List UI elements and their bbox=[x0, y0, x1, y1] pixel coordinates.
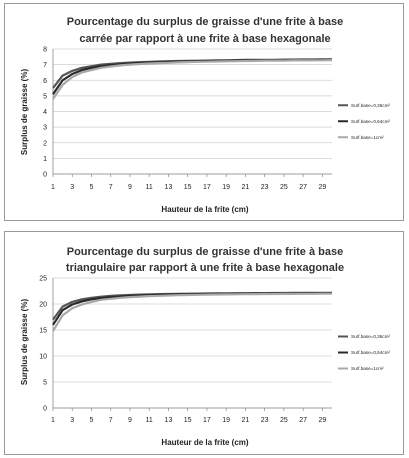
x-tick-label: 1 bbox=[51, 184, 55, 191]
x-tick-label: 27 bbox=[299, 184, 308, 191]
x-tick-label: 11 bbox=[145, 184, 153, 191]
x-tick-label: 5 bbox=[89, 417, 94, 424]
x-tick-label: 1 bbox=[51, 417, 55, 424]
series-line-1 bbox=[53, 293, 332, 320]
x-tick-label: 15 bbox=[183, 417, 192, 424]
legend-entry: Surf.base=1cm² bbox=[351, 134, 384, 140]
y-tick-label: 15 bbox=[39, 327, 47, 335]
x-tick-label: 5 bbox=[89, 184, 94, 191]
x-axis-label: Hauteur de la frite (cm) bbox=[161, 438, 249, 447]
chart-title-line-1: Pourcentage du surplus de graisse d'une frite à base bbox=[66, 246, 344, 258]
y-tick-label: 20 bbox=[39, 301, 47, 309]
x-tick-label: 3 bbox=[70, 417, 75, 424]
x-tick-label: 23 bbox=[260, 417, 269, 424]
series-line-1 bbox=[53, 59, 332, 88]
chart-title-line-1: Pourcentage du surplus de graisse d'une frite à base bbox=[66, 16, 344, 28]
x-tick-label: 25 bbox=[279, 184, 288, 191]
chart-panel-triangle bbox=[4, 231, 404, 455]
x-tick-label: 7 bbox=[108, 417, 113, 424]
chart-title-line-2: triangulaire par rapport à une frite à base hexagonale bbox=[65, 262, 345, 274]
y-tick-label: 25 bbox=[39, 275, 47, 283]
y-axis-label: Surplus de graisse (%) bbox=[20, 68, 29, 156]
x-tick-label: 17 bbox=[203, 417, 211, 424]
y-tick-label: 3 bbox=[43, 124, 47, 132]
x-tick-label: 13 bbox=[164, 417, 173, 424]
y-tick-label: 4 bbox=[43, 109, 47, 116]
x-tick-label: 15 bbox=[183, 184, 192, 191]
y-axis-label: Surplus de graisse (%) bbox=[20, 298, 29, 386]
x-tick-label: 25 bbox=[279, 417, 288, 424]
series-line-2 bbox=[53, 293, 332, 325]
y-tick-label: 0 bbox=[43, 171, 47, 179]
x-tick-label: 3 bbox=[70, 184, 75, 191]
y-tick-label: 7 bbox=[43, 62, 47, 70]
chart-panel-square bbox=[4, 3, 404, 221]
y-tick-label: 1 bbox=[43, 155, 47, 163]
y-tick-label: 5 bbox=[43, 93, 47, 101]
x-tick-label: 29 bbox=[318, 417, 327, 424]
legend-entry: Surf.base=0,64cm² bbox=[351, 118, 390, 124]
x-tick-label: 17 bbox=[203, 184, 211, 191]
y-tick-label: 8 bbox=[43, 46, 47, 54]
x-tick-label: 19 bbox=[222, 184, 231, 191]
x-tick-label: 23 bbox=[260, 184, 269, 191]
x-tick-label: 21 bbox=[241, 184, 250, 191]
x-tick-label: 29 bbox=[318, 184, 327, 191]
x-axis-label: Hauteur de la frite (cm) bbox=[161, 205, 249, 214]
legend-entry: Surf.base=0,64cm² bbox=[351, 350, 390, 356]
y-tick-label: 0 bbox=[43, 405, 47, 413]
x-tick-label: 21 bbox=[241, 417, 250, 424]
x-tick-label: 9 bbox=[128, 184, 132, 191]
legend-entry: Surf.base=0,36cm² bbox=[351, 334, 390, 340]
chart-square-svg bbox=[5, 4, 405, 222]
x-tick-label: 7 bbox=[108, 184, 113, 191]
x-tick-label: 11 bbox=[145, 417, 153, 424]
legend-entry: Surf.base=0,36cm² bbox=[351, 102, 390, 108]
x-tick-label: 19 bbox=[222, 417, 231, 424]
x-tick-label: 9 bbox=[128, 417, 132, 424]
legend-entry: Surf.base=1cm² bbox=[351, 366, 384, 372]
chart-title-line-2: carrée par rapport à une frite à base hexagonale bbox=[79, 33, 331, 45]
y-tick-label: 10 bbox=[39, 353, 47, 361]
chart-triangle-svg bbox=[5, 232, 405, 456]
y-tick-label: 2 bbox=[43, 140, 47, 148]
y-tick-label: 5 bbox=[43, 379, 47, 387]
x-tick-label: 27 bbox=[299, 417, 308, 424]
x-tick-label: 13 bbox=[164, 184, 173, 191]
y-tick-label: 6 bbox=[43, 77, 47, 85]
